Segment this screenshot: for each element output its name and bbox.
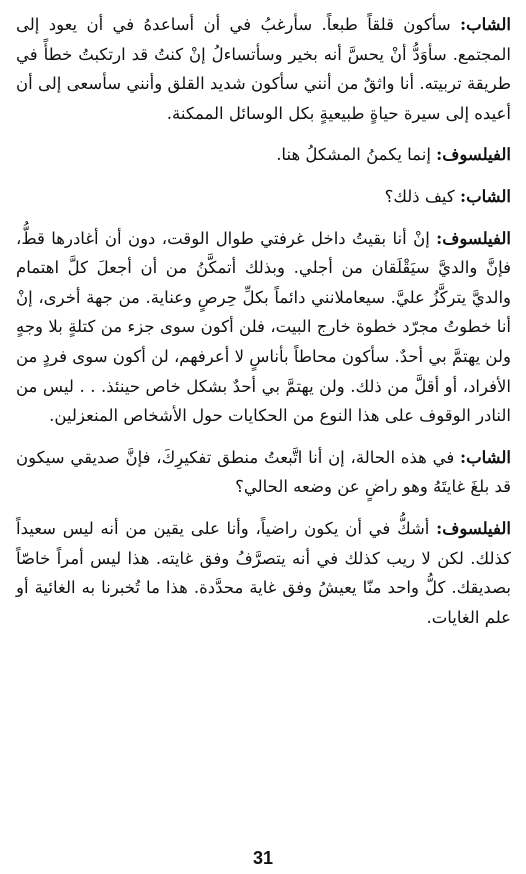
speaker-label: الشاب: [460, 15, 511, 34]
dialogue-paragraph-3 [16, 182, 511, 212]
dialogue-text: كيف ذلك؟ [384, 186, 455, 206]
dialogue-paragraph-6 [16, 514, 511, 632]
dialogue-paragraph-4 [16, 224, 511, 431]
dialogue-text: في هذه الحالة، إن أنا اتَّبعتُ منطق تفكيرِكَ، فإنَّ صديقي سيكون قد بلغَ غايتَهُ وهو راضٍ عن وضعه الحالي؟ [16, 447, 511, 497]
dialogue-text: سأكون قلقاً طبعاً. سأرغبُ في أن أساعدهُ في أن يعود إلى المجتمع. سأوَدُّ أنْ يحسَّ أنه بخير وسأتساءلُ إنْ كنتُ قد ارتكبتُ خطأً في طريقة تربيته. أنا واثقٌ من أنني سأكون شديد القلق وأنني سأسعى إلى أن أعيده إلى سيرة حياةٍ طبيعيةٍ بكل الوسائل الممكنة. [16, 15, 511, 123]
speaker-label: الفيلسوف: [436, 228, 511, 248]
speaker-label: الفيلسوف: [436, 145, 511, 165]
speaker-label: الشاب: [460, 186, 511, 206]
speaker-label: الشاب: [460, 447, 511, 467]
page-number: 31 [252, 848, 274, 868]
dialogue-paragraph-5 [16, 443, 511, 502]
dialogue-paragraph-1 [16, 10, 511, 128]
dialogue-text: أشكُّ في أن يكون راضياً، وأنا على يقين من أنه ليس سعيداً كذلك. لكن لا ريب كذلك في أنه يتصرَّفُ وفق غايته. هذا ليس أمراً خاصّاً بصديقك. كلُّ واحد منّا يعيشُ وفق غاية محدَّدة. هذا ما تُخبرنا به الغائية أو علم الغايات. [16, 518, 511, 627]
dialogue-text: إنْ أنا بقيتُ داخل غرفتي طوال الوقت، دون أن أغادرها قطُّ، فإنَّ والديَّ سيَقْلَقان من أجلي. وبذلك أتمكَّنُ من أن أجعلَ كلَّ اهتمام والديَّ يتركَّزُ عليَّ. سيعاملانني دائماً بكلِّ حِرصٍ وعناية. من جهة أخرى، إنْ أنا خطوتُ مجرّد خطوة خارج البيت، فلن أكون سوى جزء من كتلةٍ بلا وجهٍ ولن يهتمَّ بي أحدٌ. سأكون محاطاً بأناسٍ لا أعرفهم، لن أكون سوى فردٍ من الأفراد، أو أقلَّ من ذلك. ولن يهتمَّ بي أحدٌ بشكل خاص حينئذ. . . ليس من النادر الوقوف على هذا النوع من الحكايات حول الأشخاص المنعزلين. [16, 228, 511, 426]
dialogue-paragraph-2 [16, 140, 511, 170]
dialogue-text: إنما يكمنُ المشكلُ هنا. [276, 145, 431, 165]
speaker-label: الفيلسوف: [436, 518, 511, 538]
